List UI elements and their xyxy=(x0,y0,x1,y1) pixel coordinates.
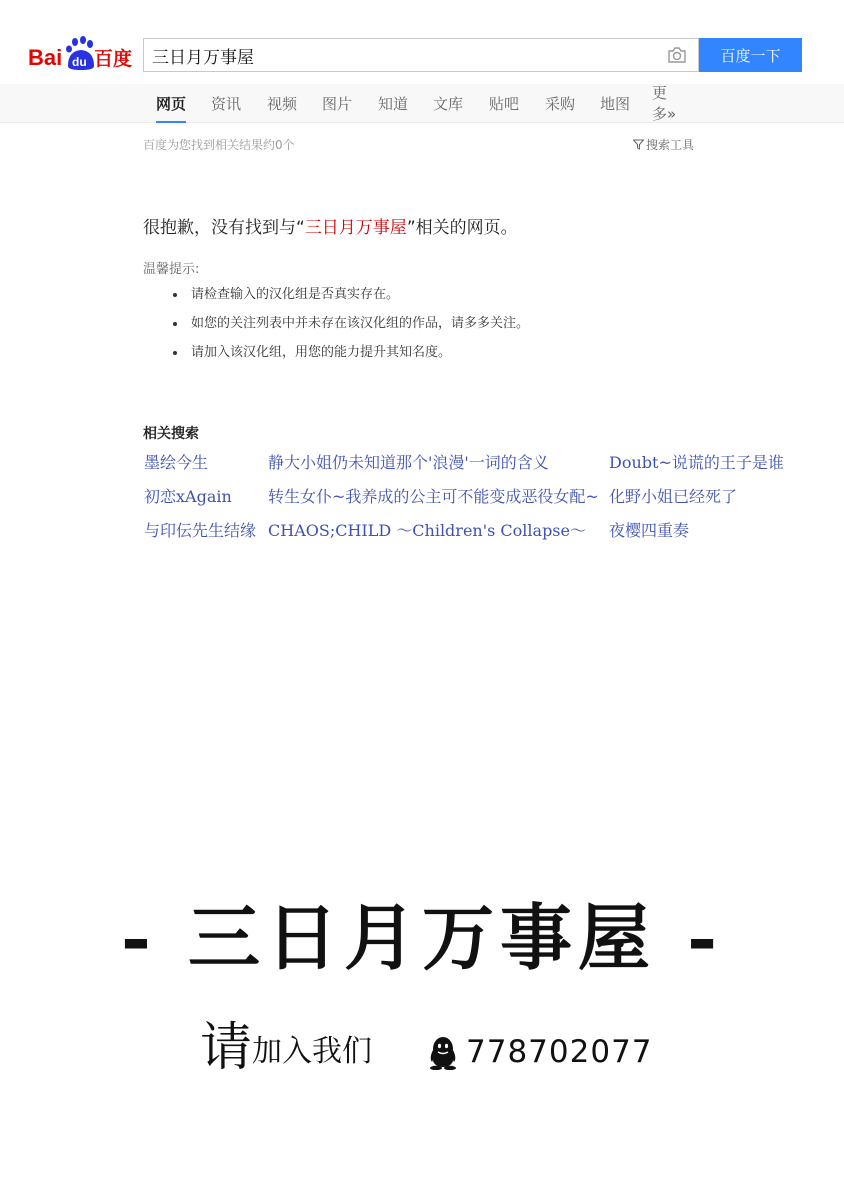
related-searches-title: 相关搜索 xyxy=(143,426,199,442)
qq-number: 778702077 xyxy=(466,1034,653,1070)
related-link[interactable]: 静大小姐仍未知道那个'浪漫'一词的含义 xyxy=(268,453,549,472)
paw-icon xyxy=(66,36,94,70)
related-link[interactable]: 夜樱四重奏 xyxy=(609,521,690,540)
tab-tieba[interactable]: 贴吧 xyxy=(489,94,520,113)
tips-list xyxy=(171,286,529,373)
related-link[interactable]: 化野小姐已经死了 xyxy=(609,487,738,506)
tab-purchase[interactable]: 采购 xyxy=(545,94,576,113)
tab-images[interactable]: 图片 xyxy=(322,94,353,113)
tab-webpage[interactable]: 网页 xyxy=(156,84,186,122)
search-tools-button[interactable] xyxy=(633,136,694,153)
join-line xyxy=(200,1020,653,1076)
baidu-logo[interactable] xyxy=(28,36,134,72)
join-text: 加入我们 xyxy=(252,1034,373,1069)
search-button[interactable]: 百度一下 xyxy=(699,38,802,72)
join-big-char: 请 xyxy=(200,1018,253,1078)
qq-penguin-icon xyxy=(428,1036,458,1070)
related-link[interactable]: 转生女仆~我养成的公主可不能变成恶役女配~ xyxy=(268,487,599,506)
related-link[interactable]: CHAOS;CHILD ～Children's Collapse～ xyxy=(268,521,586,540)
tip-item: 如您的关注列表中并未存在该汉化组的作品，请多多关注。 xyxy=(171,315,529,344)
tab-video[interactable]: 视频 xyxy=(267,94,298,113)
no-result-message xyxy=(143,213,518,238)
svg-text:百度: 百度 xyxy=(94,48,133,70)
no-result-keyword: 三日月万事屋 xyxy=(304,218,407,238)
tab-wenku[interactable]: 文库 xyxy=(433,94,464,113)
filter-icon xyxy=(633,139,644,150)
no-result-prefix: 很抱歉，没有找到与“ xyxy=(143,218,305,238)
tabs-bar xyxy=(0,84,844,123)
no-result-suffix: ”相关的网页。 xyxy=(406,218,518,238)
tips-title: 温馨提示: xyxy=(143,262,200,277)
search-input[interactable] xyxy=(144,39,666,71)
related-link[interactable]: 墨绘今生 xyxy=(144,453,209,472)
search-box xyxy=(143,38,699,72)
tab-more[interactable]: 更多» xyxy=(652,84,677,123)
tab-zhidao[interactable]: 知道 xyxy=(378,94,409,113)
related-link[interactable]: Doubt~说谎的王子是谁 xyxy=(609,453,784,472)
group-banner-title: - 三日月万事屋 - xyxy=(121,895,723,980)
camera-icon[interactable] xyxy=(666,44,688,66)
svg-text:du: du xyxy=(72,55,87,69)
search-tools-label: 搜索工具 xyxy=(646,138,695,152)
related-link[interactable]: 与印伝先生结缘 xyxy=(144,521,257,540)
tab-news[interactable]: 资讯 xyxy=(211,94,242,113)
tip-item: 请检查输入的汉化组是否真实存在。 xyxy=(171,286,529,315)
tip-item: 请加入该汉化组，用您的能力提升其知名度。 xyxy=(171,344,529,373)
tab-map[interactable]: 地图 xyxy=(600,94,631,113)
related-link[interactable]: 初恋xAgain xyxy=(144,487,232,506)
result-count: 百度为您找到相关结果约0个 xyxy=(143,138,295,152)
svg-text:Bai: Bai xyxy=(28,45,63,70)
